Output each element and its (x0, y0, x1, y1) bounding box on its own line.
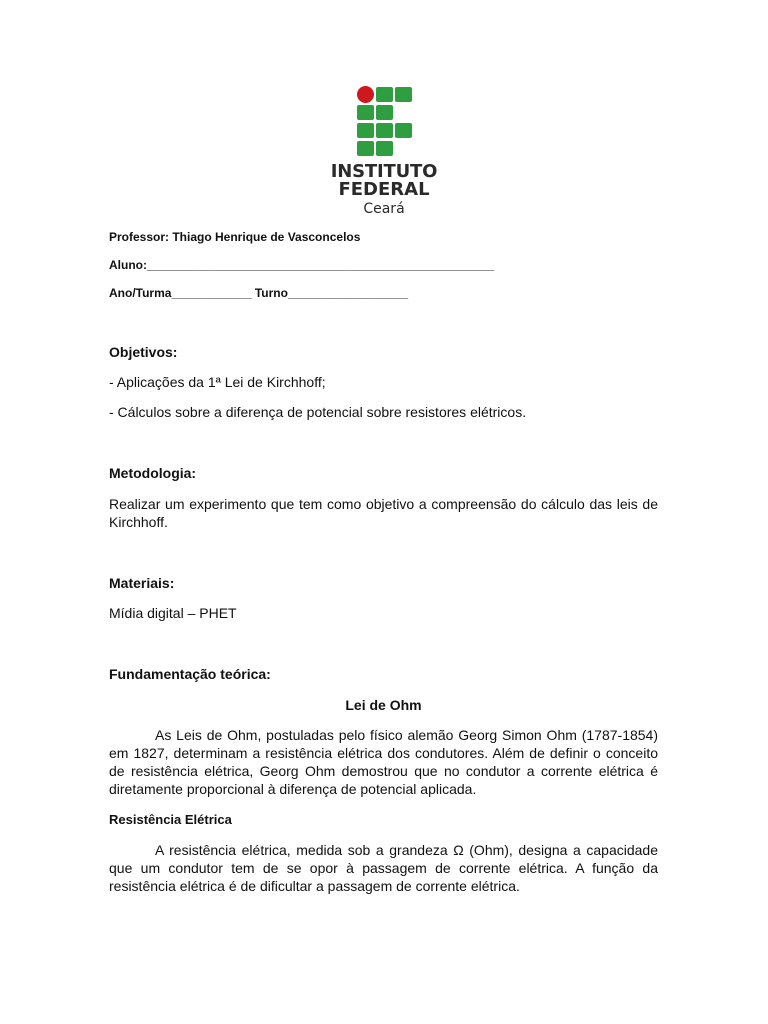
objetivo-item: - Cálculos sobre a diferença de potencial sobre resistores elétricos. (109, 404, 527, 420)
institute-logo (320, 84, 448, 224)
resistencia-heading: Resistência Elétrica (109, 812, 232, 827)
logo-text-ceara: Ceará (363, 201, 405, 217)
professor-line: Professor: Thiago Henrique de Vasconcelos (109, 230, 361, 244)
resistencia-paragraph: A resistência elétrica, medida sob a grandeza Ω (Ohm), designa a capacidade que um condutor tem de se opor à passagem de corrente elétrica. A função da resistência elétrica é de dificultar a passagem de corrente elétrica. (109, 842, 658, 894)
metodologia-heading: Metodologia: (109, 465, 197, 481)
logo-text-federal: FEDERAL (338, 179, 430, 200)
logo-square (357, 141, 374, 156)
logo-square (395, 87, 412, 102)
objetivo-item: - Aplicações da 1ª Lei de Kirchhoff; (109, 374, 326, 390)
materiais-text: Mídia digital – PHET (109, 605, 237, 621)
objetivos-heading: Objetivos: (109, 344, 178, 360)
logo-square (376, 141, 393, 156)
lei-de-ohm-title: Lei de Ohm (345, 697, 422, 713)
materiais-heading: Materiais: (109, 575, 175, 591)
logo-square (357, 123, 374, 138)
fundamentacao-heading: Fundamentação teórica: (109, 666, 271, 682)
logo-text-instituto: INSTITUTO (330, 161, 438, 182)
ano-turma-line: Ano/Turma____________ Turno__________________ (109, 286, 409, 300)
lei-de-ohm-paragraph: As Leis de Ohm, postuladas pelo físico alemão Georg Simon Ohm (1787-1854) em 1827, determinam a resistência elétrica dos condutores. Além de definir o conceito de resistência elétrica, Georg Ohm demostrou que no condutor a corrente elétrica é diretamente proporcional à diferença de potencial aplicada. (109, 727, 658, 797)
logo-square (395, 123, 412, 138)
logo-grid-icon (357, 86, 413, 158)
logo-square (376, 87, 393, 102)
metodologia-text: Realizar um experimento que tem como objetivo a compreensão do cálculo das leis de Kirchhoff. (109, 496, 658, 530)
aluno-line: Aluno:____________________________________________________ (109, 258, 495, 272)
logo-square (376, 105, 393, 120)
logo-square (357, 105, 374, 120)
logo-square (376, 123, 393, 138)
logo-red-dot (357, 86, 374, 103)
